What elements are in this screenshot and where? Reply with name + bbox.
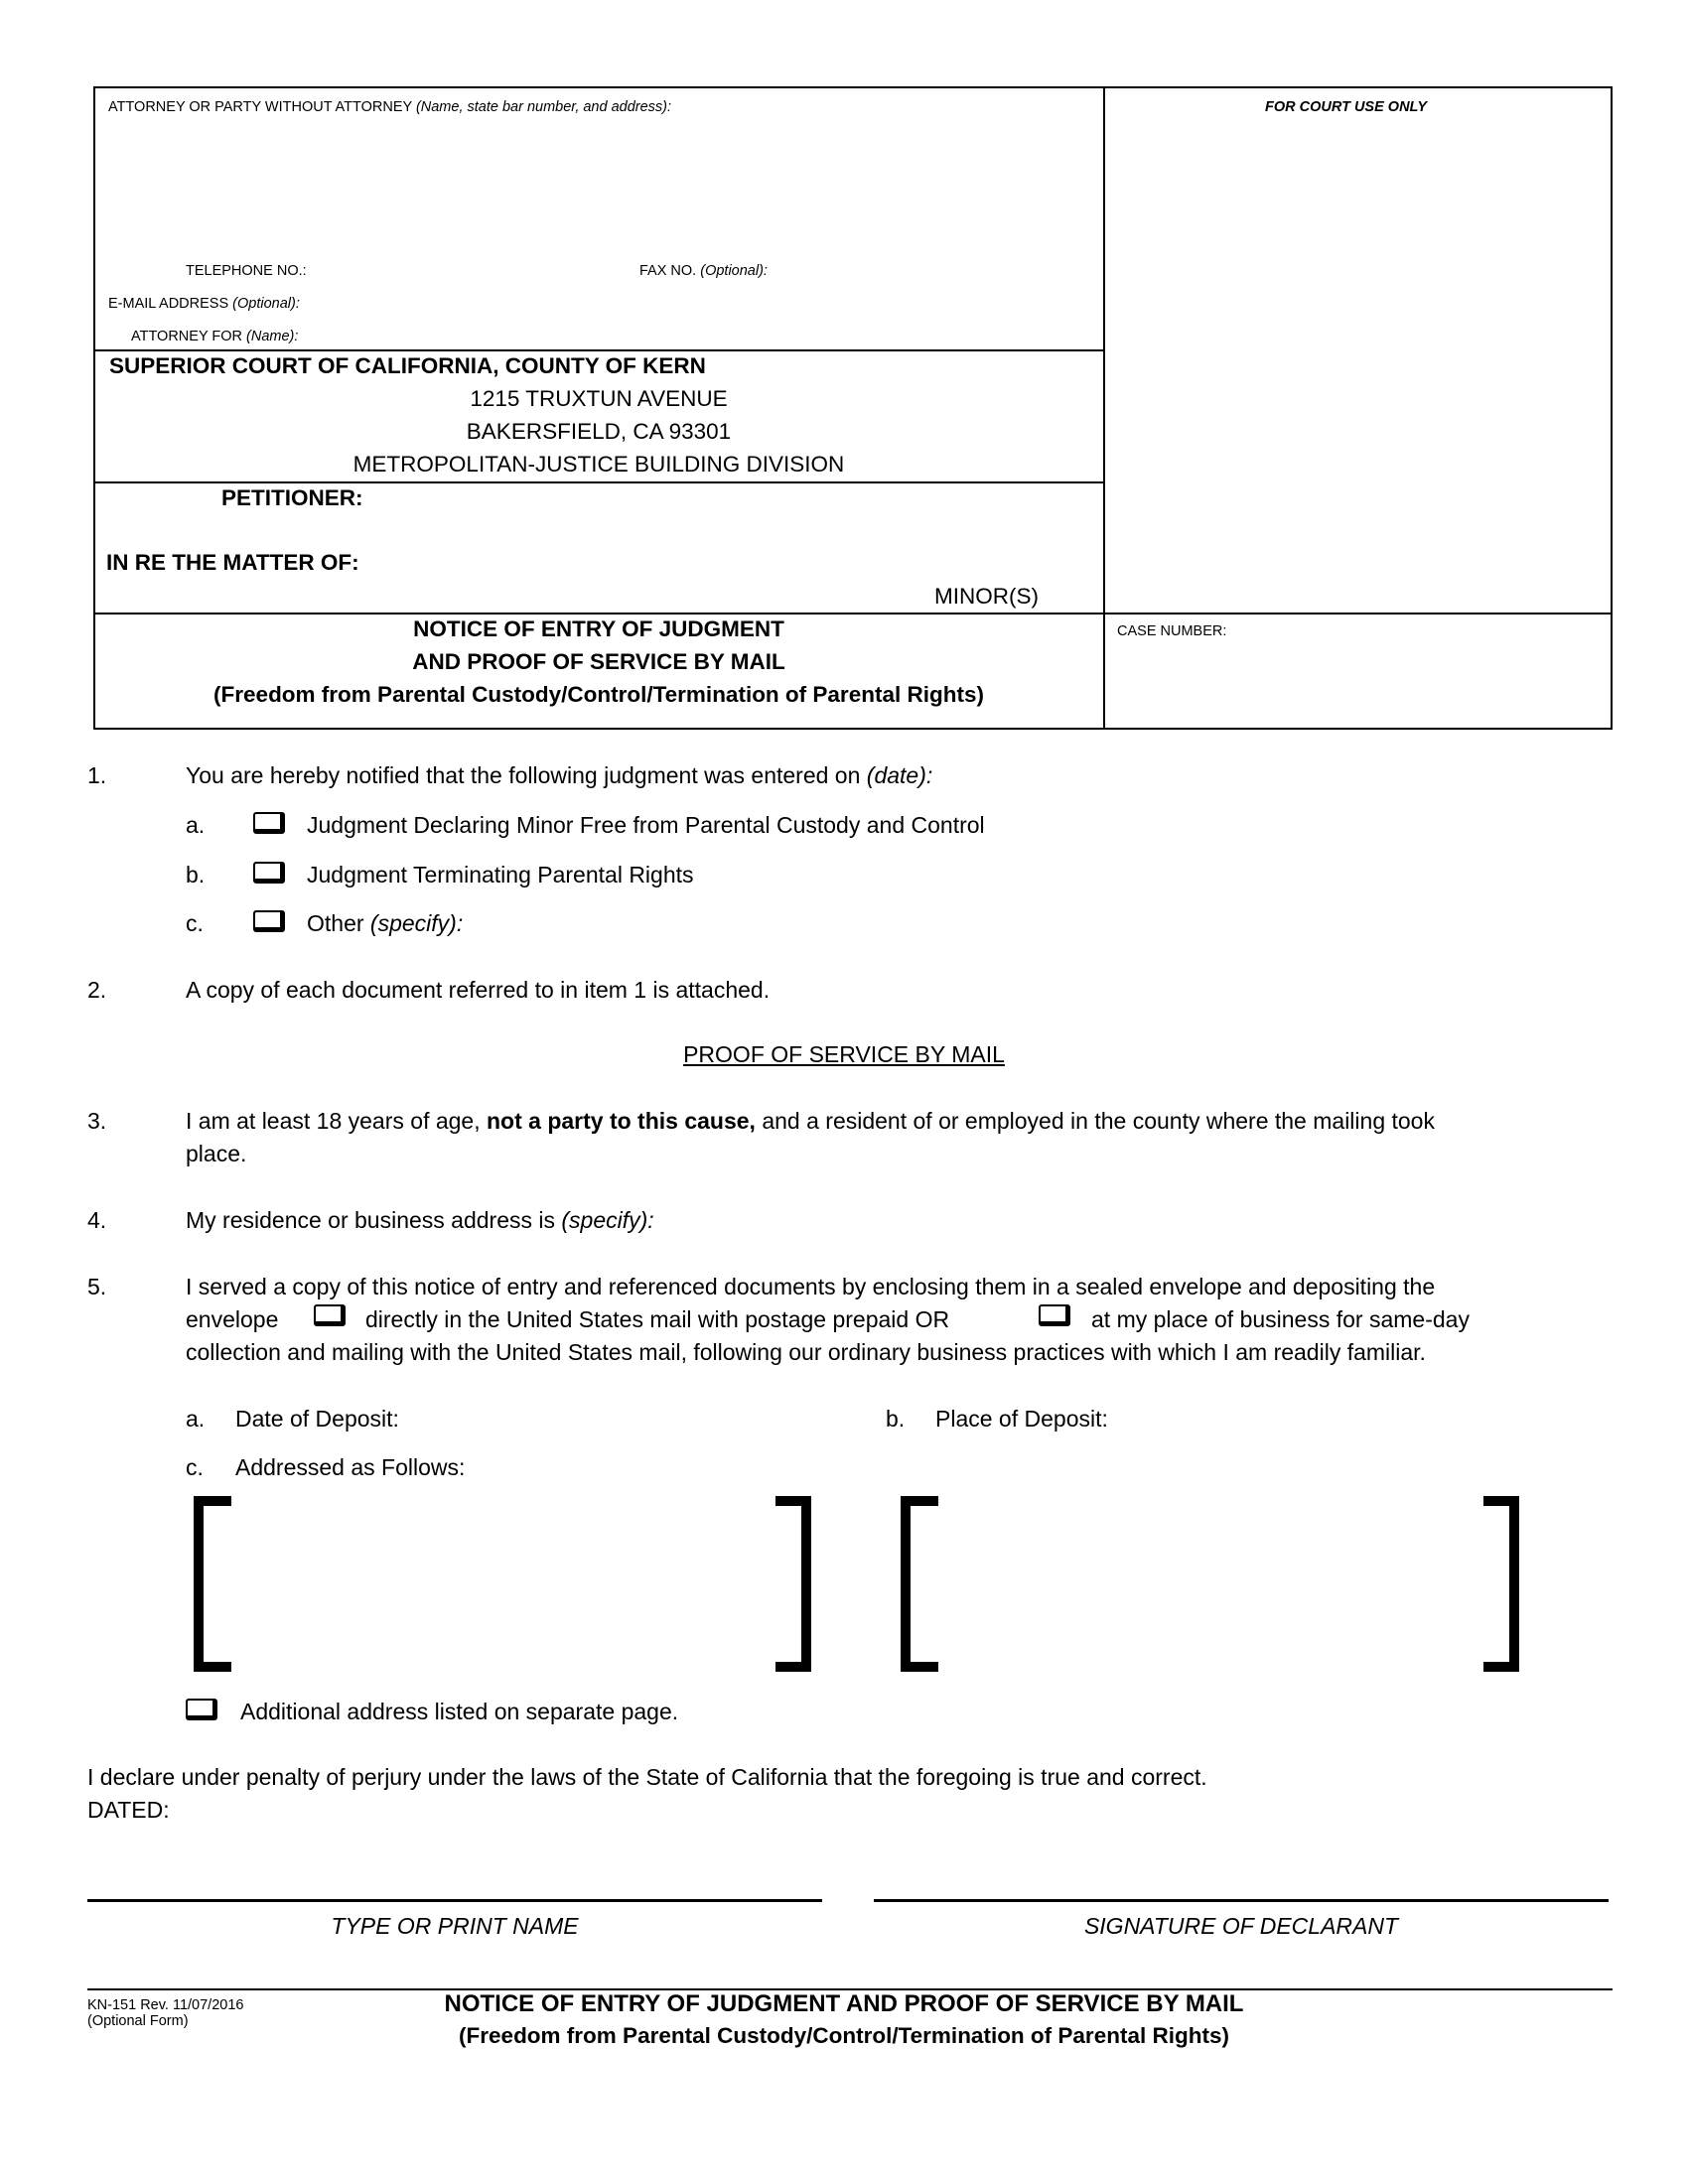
item-5-line-2a: envelope	[186, 1306, 279, 1332]
item-1a-text: Judgment Declaring Minor Free from Parental Custody and Control	[307, 812, 985, 838]
item-3-number: 3.	[87, 1108, 107, 1134]
item-1c-hint: (specify):	[369, 910, 464, 936]
form-number: KN-151 Rev. 11/07/2016	[87, 1997, 244, 2013]
fax-hint: (Optional):	[700, 263, 768, 279]
attorney-label: ATTORNEY OR PARTY WITHOUT ATTORNEY	[108, 99, 412, 115]
footer-title-1: NOTICE OF ENTRY OF JUDGMENT AND PROOF OF SERVICE BY MAIL	[444, 1990, 1244, 2017]
attorney-for-label: ATTORNEY FOR	[131, 329, 242, 344]
caption-divider-title	[93, 613, 1613, 614]
item-2-number: 2.	[87, 977, 107, 1003]
item-1c-letter: c.	[186, 910, 204, 936]
item-1-number: 1.	[87, 762, 107, 788]
item-4-label: My residence or business address is	[186, 1207, 555, 1233]
matter-label: IN RE THE MATTER OF:	[106, 550, 359, 575]
type-or-print-name-label: TYPE OR PRINT NAME	[331, 1913, 579, 1939]
email-label: E-MAIL ADDRESS	[108, 296, 229, 312]
additional-address-text: Additional address listed on separate page.	[240, 1699, 679, 1724]
item-4-text	[186, 1204, 654, 1237]
email-field[interactable]	[108, 296, 300, 312]
attorney-hint: (Name, state bar number, and address):	[415, 99, 672, 115]
item-5-line-2b: directly in the United States mail with postage prepaid OR	[365, 1306, 950, 1332]
item-1a-checkbox[interactable]	[253, 812, 285, 834]
address-box-2-left-bracket	[901, 1496, 911, 1672]
item-1-label: You are hereby notified that the following judgment was entered on	[186, 762, 861, 788]
address-box-2-left-bracket-top	[901, 1496, 938, 1506]
declarant-signature-line[interactable]	[874, 1899, 1609, 1902]
form-title-line-3: (Freedom from Parental Custody/Control/Termination of Parental Rights)	[213, 682, 984, 707]
item-5-line-2c: at my place of business for same-day	[1091, 1306, 1470, 1332]
optional-form-label: (Optional Form)	[87, 2013, 189, 2029]
item-1b-letter: b.	[186, 862, 206, 887]
item-5c-letter: c.	[186, 1454, 204, 1480]
item-3-text-a: I am at least 18 years of age,	[186, 1108, 481, 1134]
item-5a-letter: a.	[186, 1406, 206, 1432]
attorney-for-field[interactable]	[131, 329, 298, 344]
court-name: SUPERIOR COURT OF CALIFORNIA, COUNTY OF KERN	[109, 353, 706, 378]
address-box-2-right-bracket	[1509, 1496, 1519, 1672]
item-1-hint: (date):	[866, 762, 933, 788]
petitioner-label: PETITIONER:	[221, 485, 363, 510]
telephone-label: TELEPHONE NO.:	[186, 263, 307, 279]
item-5b-letter: b.	[886, 1406, 906, 1432]
item-5-number: 5.	[87, 1274, 107, 1299]
signature-of-declarant-label: SIGNATURE OF DECLARANT	[1083, 1913, 1399, 1939]
dated-label: DATED:	[87, 1797, 170, 1823]
address-box-1-right-bracket-bottom	[775, 1662, 811, 1672]
email-hint: (Optional):	[232, 296, 300, 312]
item-1b-checkbox[interactable]	[253, 862, 285, 884]
item-3-text-b: and a resident of or employed in the county where the mailing took	[762, 1108, 1435, 1134]
item-3-text-bold: not a party to this cause,	[487, 1108, 756, 1134]
fax-label: FAX NO.	[639, 263, 697, 279]
item-2-text: A copy of each document referred to in item 1 is attached.	[186, 977, 771, 1003]
name-signature-line[interactable]	[87, 1899, 822, 1902]
caption-bottom-border	[93, 728, 1613, 730]
date-of-deposit-label: Date of Deposit:	[235, 1406, 399, 1432]
item-1c-checkbox[interactable]	[253, 910, 285, 932]
item-5-line-1: I served a copy of this notice of entry and referenced documents by enclosing them in a sealed envelope and depositing the	[186, 1274, 1436, 1299]
case-number-label: CASE NUMBER:	[1117, 623, 1227, 639]
address-box-2-right-bracket-bottom	[1483, 1662, 1519, 1672]
fax-field[interactable]	[639, 263, 768, 279]
place-of-deposit-label: Place of Deposit:	[935, 1406, 1108, 1432]
caption-right-border	[1611, 86, 1613, 730]
address-box-1-left-bracket-top	[194, 1496, 231, 1506]
attorney-for-hint: (Name):	[246, 329, 299, 344]
attorney-field[interactable]	[108, 99, 671, 115]
court-address-2: BAKERSFIELD, CA 93301	[466, 419, 732, 444]
item-5-business-checkbox[interactable]	[1039, 1304, 1070, 1326]
additional-address-checkbox[interactable]	[186, 1699, 217, 1720]
address-box-1-right-bracket	[801, 1496, 811, 1672]
item-1c-text	[307, 907, 463, 940]
item-5-line-3: collection and mailing with the United States mail, following our ordinary business practices with which I am readily familiar.	[186, 1339, 1426, 1365]
item-4-number: 4.	[87, 1207, 107, 1233]
footer-title-2: (Freedom from Parental Custody/Control/Termination of Parental Rights)	[459, 2023, 1229, 2048]
court-division: METROPOLITAN-JUSTICE BUILDING DIVISION	[352, 452, 845, 477]
item-4-hint: (specify):	[561, 1207, 654, 1233]
address-box-1-left-bracket-bottom	[194, 1662, 231, 1672]
form-title-line-1: NOTICE OF ENTRY OF JUDGMENT	[413, 616, 784, 641]
proof-of-service-heading: PROOF OF SERVICE BY MAIL	[683, 1041, 1005, 1067]
minors-label: MINOR(S)	[934, 584, 1039, 609]
item-3-text	[186, 1105, 1616, 1170]
address-box-1-right-bracket-top	[775, 1496, 811, 1506]
address-box-2-left-bracket-bottom	[901, 1662, 938, 1672]
item-1c-label: Other	[307, 910, 364, 936]
court-address-1: 1215 TRUXTUN AVENUE	[470, 386, 728, 411]
form-title-line-2: AND PROOF OF SERVICE BY MAIL	[412, 649, 785, 674]
item-1b-text: Judgment Terminating Parental Rights	[307, 862, 694, 887]
item-5-mail-checkbox[interactable]	[314, 1304, 346, 1326]
address-box-2-right-bracket-top	[1483, 1496, 1519, 1506]
caption-divider-court	[93, 349, 1104, 351]
item-1a-letter: a.	[186, 812, 206, 838]
declaration-text: I declare under penalty of perjury under the laws of the State of California that the foregoing is true and correct.	[87, 1764, 1207, 1790]
item-1-text	[186, 759, 932, 792]
item-3-text-c: place.	[186, 1141, 247, 1166]
addressed-as-follows-label: Addressed as Follows:	[235, 1454, 466, 1480]
address-box-1-left-bracket	[194, 1496, 204, 1672]
caption-top-border	[93, 86, 1613, 88]
case-number-field[interactable]	[1117, 623, 1226, 639]
caption-divider-parties	[93, 481, 1104, 483]
court-use-only-label: FOR COURT USE ONLY	[1265, 99, 1427, 115]
